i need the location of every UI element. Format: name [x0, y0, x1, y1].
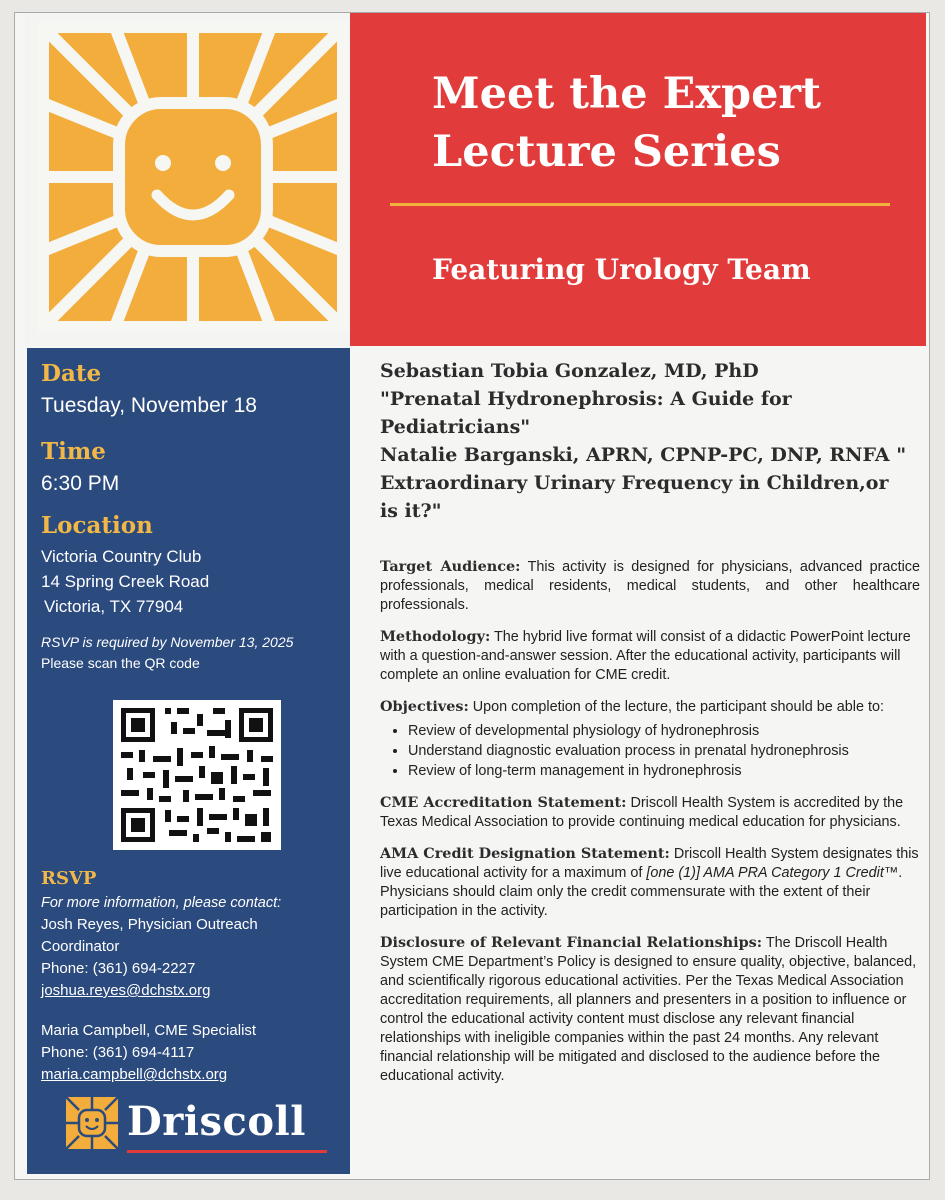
objectives-label: Objectives: — [380, 698, 469, 715]
objectives-text: Upon completion of the lecture, the participant should be able to: — [468, 699, 884, 715]
title-divider — [390, 203, 890, 206]
list-item: • Review of long-term management in hydronephrosis — [408, 761, 920, 781]
objectives-list — [380, 721, 920, 781]
location-line-2: 14 Spring Creek Road — [41, 572, 210, 591]
sun-logo — [25, 13, 360, 346]
event-sidebar — [27, 348, 350, 1174]
info-prompt: For more information, please contact: — [41, 895, 282, 911]
contact-1-title: Coordinator — [41, 938, 120, 955]
rsvp-required-text: RSVP is required by November 13, 2025 — [41, 634, 294, 650]
speaker-1-talk-line-2: Pediatricians" — [380, 416, 531, 438]
location-line-3: Victoria, TX 77904 — [44, 597, 184, 616]
sun-logo-icon — [25, 13, 360, 346]
date-label: Date — [41, 360, 102, 387]
rsvp-contacts — [41, 868, 341, 1086]
driscoll-sun-icon — [65, 1096, 119, 1150]
objectives — [380, 697, 920, 717]
page-title — [432, 65, 902, 181]
disclosure-label: Disclosure of Relevant Financial Relationships: — [380, 934, 763, 951]
ama-credit-italic: [one (1)] AMA PRA Category 1 Credit™ — [646, 865, 899, 881]
speaker-2-name: Natalie Barganski, APRN, CPNP-PC, DNP, RNFA " — [380, 444, 907, 466]
list-item: • Review of developmental physiology of hydronephrosis — [408, 721, 920, 741]
contact-2-phone: Phone: (361) 694-4117 — [41, 1044, 195, 1061]
date-value: Tuesday, November 18 — [41, 394, 257, 417]
cme-label: CME Accreditation Statement: — [380, 794, 627, 811]
methodology — [380, 627, 920, 685]
methodology-text: The hybrid live format will consist of a didactic PowerPoint lecture with a question-and-answer session. After the educational activity, participants will complete an online evaluation for CME credit. — [380, 629, 911, 683]
target-audience — [380, 557, 920, 615]
speaker-1-name: Sebastian Tobia Gonzalez, MD, PhD — [380, 360, 759, 382]
contact-2-email-link[interactable]: maria.campbell@dchstx.org — [41, 1066, 228, 1083]
disclosure-text: The Driscoll Health System CME Department’s Policy is designed to ensure quality, objective, balanced, and scientifically rigorous educational activities. Per the Texas Medical Association accreditation requirements, all planners and presenters in a position to influence or control the educational activity content must disclose any relevant financial relationships with ineligible companies within the past 24 months. Any relevant financial relationship will be mitigated and disclosed to the audience before the educational activity. — [380, 935, 917, 1084]
ama-credit — [380, 844, 920, 921]
target-audience-text: This activity is designed for physicians, advanced practice professionals, medical residents, medical students, and other healthcare professionals. — [380, 559, 920, 613]
speaker-2-talk-line-2: is it?" — [380, 500, 442, 522]
ama-label: AMA Credit Designation Statement: — [380, 845, 670, 862]
subtitle: Featuring Urology Team — [432, 253, 811, 286]
cme-accreditation — [380, 793, 920, 832]
cme-text: Driscoll Health System is accredited by the Texas Medical Association to provide continuing medical education for physicians. — [380, 795, 904, 830]
qr-code-icon — [113, 700, 281, 850]
speakers-block — [380, 357, 920, 525]
brand-name: Driscoll — [127, 1098, 306, 1145]
title-line-1: Meet the Expert — [432, 69, 821, 119]
speaker-2-talk-line-1: Extraordinary Urinary Frequency in Children,or — [380, 472, 889, 494]
contact-1-phone: Phone: (361) 694-2227 — [41, 960, 196, 977]
time-label: Time — [41, 438, 106, 465]
contact-1-email-link[interactable]: joshua.reyes@dchstx.org — [41, 982, 211, 999]
location-address — [41, 544, 209, 619]
ama-text-1: Driscoll Health System designates this live educational activity for a maximum of — [380, 846, 919, 881]
contact-1-name: Josh Reyes, Physician Outreach — [41, 916, 258, 933]
rsvp-deadline — [41, 632, 293, 674]
financial-disclosure — [380, 933, 920, 1086]
target-audience-label: Target Audience: — [380, 558, 521, 575]
main-content — [360, 347, 926, 1177]
driscoll-logo — [65, 1096, 335, 1156]
header-banner — [350, 13, 926, 346]
ama-text-2: . Physicians should claim only the credit commensurate with the extent of their participation in the activity. — [380, 865, 903, 919]
qr-code[interactable] — [113, 700, 281, 850]
rsvp-label: RSVP — [41, 868, 97, 889]
time-value: 6:30 PM — [41, 472, 120, 495]
methodology-label: Methodology: — [380, 628, 491, 645]
contact-2-name: Maria Campbell, CME Specialist — [41, 1022, 257, 1039]
scan-prompt: Please scan the QR code — [41, 655, 200, 671]
title-line-2: Lecture Series — [432, 127, 781, 177]
speaker-1-talk-line-1: "Prenatal Hydronephrosis: A Guide for — [380, 388, 792, 410]
location-label: Location — [41, 512, 153, 539]
list-item: • Understand diagnostic evaluation process in prenatal hydronephrosis — [408, 741, 920, 761]
flyer-page — [14, 12, 930, 1180]
brand-underline — [127, 1150, 327, 1153]
location-line-1: Victoria Country Club — [41, 547, 202, 566]
activity-details — [380, 557, 920, 1098]
